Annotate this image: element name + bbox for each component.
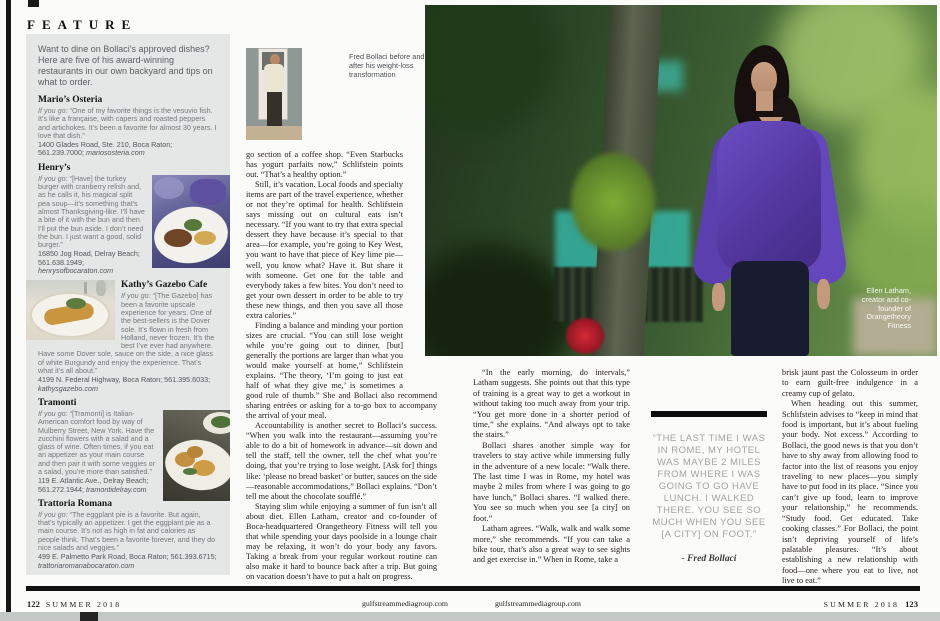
article-paragraph: Bollaci shares another simple way for travelers to stay active while immersing fully in the adventure of a new locale: “Walk there. The last time I was in Rome, my hotel was maybe 2 miles from where I was going to go have lunch,” Bollaci shares. “I walked there. You see so much when you see [a city] on foot.”	[473, 440, 630, 523]
article-paragraph: Still, it’s vacation. Local foods and specialty items are part of the travel experience, whether or not they’re optimal for health. Schlifstein says missing out on cultural eats isn’t necessary. “If you want to try that extra special dessert they have because it’s special to that area—for example, you’re going to Key West, you want to have that piece of Key lime pie—well, you know what? Have it. But share it with someone. Get one for the table and everybody takes a few bites. You don’t need to get your own dessert in order to be able to try these new things, and then you save all those extra calories.”	[246, 180, 403, 320]
restaurant-henrys	[38, 163, 218, 276]
footer-right	[690, 599, 918, 609]
pull-quote-rule	[651, 411, 767, 417]
page-number: 123	[905, 599, 918, 609]
restaurant-website: mariososteria.com	[85, 148, 145, 158]
if-you-go-label: If you go:	[38, 173, 68, 183]
pavement	[246, 126, 302, 140]
footer-left	[27, 599, 125, 609]
article-body	[246, 150, 437, 582]
napkin	[154, 177, 184, 199]
article-paragraph: Staying slim while enjoying a summer of fun isn’t all about diet. Ellen Latham, creator and co-founder of Boca-headquartered Orangetheory Fitness will tell you that while spending your days poolside in a lounge chair may be relaxing, it won’t do your body any favors. Taking a break from your regular workout routine can also make it hard to bounce back after a trip. But going on vacation doesn’t have to put a halt on progress.	[246, 501, 437, 581]
fried-zucchini	[193, 460, 215, 476]
restaurant-address: 16850 Jog Road, Delray Beach; 561.638.1949; henrysofbocaraton.com	[38, 249, 140, 276]
article-column-middle	[246, 48, 437, 582]
page-number: 122	[27, 599, 40, 609]
ellen-latham-photo	[425, 5, 937, 356]
restaurant-sidebar	[26, 34, 230, 575]
pull-quote-text: “THE LAST TIME I WAS IN ROME, MY HOTEL WAS MAYBE 2 MILES FROM WHERE I WAS GOING TO GO HAVE LUNCH. I WALKED THERE. YOU SEE SO MUCH WHEN YOU SEE [A CITY] ON FOOT.”	[652, 433, 766, 540]
restaurant-tramonti	[38, 398, 218, 494]
restaurant-address: 1400 Glades Road, Ste. 210, Boca Raton; 561.239.7000; mariososteria.com	[38, 140, 173, 158]
restaurant-website: henrysofbocaraton.com	[38, 266, 114, 276]
kathys-food-photo	[26, 280, 115, 340]
if-you-go-label: If you go:	[38, 509, 68, 519]
red-flower	[566, 318, 604, 354]
hand	[712, 283, 725, 311]
scan-mark-bottom	[80, 612, 98, 621]
restaurant-address: 499 E. Palmetto Park Road, Boca Raton; 561.393.6715; trattoriaromanabocaraton.com	[38, 552, 217, 570]
article-paragraph: Latham agrees. “Walk, walk and walk some more,” she recommends. “If you can take a bike tour, that’s also a great way to see sights and get exercise in.” When in Rome, take a	[473, 524, 630, 565]
feature-label: FEATURE	[27, 17, 138, 32]
before-after-photo	[246, 48, 341, 140]
salad	[211, 416, 230, 428]
restaurant-quote: If you go: “One of my favorite things is the vesuvio fish. It’s like a française, with capers and roasted peppers and artichokes. It’s been a favorite for almost 30 years. I love that dish.”	[38, 106, 217, 140]
restaurant-website: tramontidelray.com	[85, 484, 147, 494]
article-paragraph: Accountability is another secret to Bollaci’s success. “When you walk into the restaurant—assuming you’re able to do a bit of homework in advance—sit down and tell the staff, tell the owner, tell the chef what you’re doing, that you’re trying to lose weight. [Ask for] things like: ‘please no bread basket’ or butter, sauces on the side—reasonable accommodations,” Bollaci explains. “Don’t tell me about the chocolate soufflé.”	[246, 421, 437, 501]
if-you-go-label: If you go:	[121, 291, 151, 301]
restaurant-quote: If you go: “[Have] the turkey burger with cranberry relish and, as he calls it, his magical split pea soup—it’s something that’s almost Thanksgiving-like. I’ll have a bite of it with the bun and then I’ll put the bun aside. I don’t need the bun. I just want a good, solid burger.”	[38, 173, 145, 250]
article-paragraph: brisk jaunt past the Colosseum in order to earn guilt-free indulgence in a creamy cup of gelato.	[782, 368, 918, 398]
purple-basket	[190, 179, 226, 205]
before-after-caption: Fred Bollaci before and after his weight-loss transformation	[349, 52, 425, 80]
article-paragraph: go section of a coffee shop. “Even Starbucks has yogurt parfaits now,” Schlifstein points out. “That’s a healthy option.”	[246, 150, 403, 180]
scan-edge-left	[6, 0, 11, 612]
restaurant-quote: If you go: “The eggplant pie is a favorite. But again, that’s typically an appetizer. I get the eggplant pie as a main course. It’s not as high in fat and calories as people think. That’s been a favorite forever, and they do nice salads and veggies.”	[38, 509, 216, 553]
footer-left-website: gulfstreammediagroup.com	[362, 599, 448, 608]
photo-caption: Ellen Latham, creator and co-founder of Orangetheory Fitness	[861, 286, 911, 331]
if-you-go-label: If you go:	[38, 408, 68, 418]
greens	[184, 219, 202, 231]
issue-label: SUMMER 2018	[45, 600, 122, 609]
pull-quote	[648, 411, 770, 564]
dark-foliage	[425, 5, 555, 135]
wine-glass	[96, 280, 106, 296]
restaurant-name: Mario’s Osteria	[38, 95, 103, 105]
scan-mark-top	[28, 0, 39, 7]
white-shirt	[264, 64, 284, 93]
if-you-go-label: If you go:	[38, 106, 68, 115]
restaurant-name: Kathy’s Gazebo Cafe	[121, 280, 208, 291]
henrys-food-photo	[152, 175, 230, 268]
restaurant-name: Trattoria Romana	[38, 498, 112, 509]
restaurant-quote: If you go: “[The Gazebo] has been a favorite upscale experience for years. One of the best-sellers is the Dover sole. It’s flown in fresh from Holland, never frozen. It’s the best I’ve ever had anywhere. Have some Dover sole, sauce on the side, a nice glass of white Burgundy and enjoy the experience. That’s what it’s all about.”	[38, 291, 215, 376]
after-photo	[246, 48, 302, 140]
purple-blouse	[717, 121, 821, 271]
footer-rule	[26, 586, 920, 591]
restaurant-address: 4199 N. Federal Highway, Boca Raton; 561.395.6033; kathysgazebo.com	[38, 375, 211, 393]
restaurant-website: trattoriaromanabocaraton.com	[38, 560, 135, 570]
article-paragraph: Finding a balance and minding your portion sizes are crucial. “You can still lose weight while you’re going out to dinner, [but] generally the portions are larger than what you would make yourself at home,” Schlifstein explains. “The theory, ‘I’m going to just eat half of what they give me,’ is sometimes a good rule of thumb.” She and Bollaci also recommend sharing entrées or asking for a to-go box to accompany the arrival of your meal.	[246, 320, 437, 421]
article-paragraph: When heading out this summer, Schlifstein advises to “keep in mind that food is important, but it’s about fueling your body. Not excess.” According to Bollaci, the good news is that you don’t have to shy away from allowing food to factor into the list of reasons you enjoy traveling to new places—you simply have to put food in its place. “Since you can’t give up food, learn to improve your relationship,” he recommends. “Study food. Get educated. Take cooking classes.” For Bollaci, the point isn’t depriving yourself of life’s palatable pleasures. “It’s about establishing a new relationship with food—one where you eat to live, not live to eat.”	[782, 399, 918, 586]
footer-right-website: gulfstreammediagroup.com	[495, 599, 581, 608]
neck	[756, 91, 773, 111]
scan-edge-bottom	[0, 612, 940, 621]
herbs	[183, 468, 197, 475]
hand	[817, 279, 830, 309]
sidebar-intro: Want to dine on Bollaci’s approved dishes? Here are five of his award-winning restaurants in our own backyard and tips on what to order.	[38, 44, 213, 87]
pull-quote-attribution: - Fred Bollaci	[681, 554, 737, 564]
restaurant-address: 119 E. Atlantic Ave., Delray Beach; 561.272.1944; tramontidelray.com	[38, 476, 149, 494]
fries	[194, 231, 216, 245]
restaurant-trattoria	[38, 499, 218, 570]
restaurant-name: Henry’s	[38, 162, 71, 173]
restaurant-website: kathysgazebo.com	[38, 383, 98, 393]
tramonti-food-photo	[163, 410, 230, 501]
fried-zucchini	[187, 446, 203, 458]
issue-label: SUMMER 2018	[823, 600, 900, 609]
restaurant-kathys	[38, 280, 218, 393]
navy-pants	[731, 261, 809, 356]
before-after-row	[246, 48, 437, 140]
restaurant-quote: If you go: “[Tramonti] is Italian-American comfort food by way of Mulberry Street, New York. Have the zucchini flowers with a salad and a glass of wine. Often times, if you eat an appetizer as your main course and then pair it with some veggies or a salad, you’re more than satisfied.”	[38, 408, 156, 476]
restaurant-name: Tramonti	[38, 397, 77, 408]
steak	[164, 229, 192, 247]
restaurant-marios	[38, 95, 218, 158]
fern	[571, 153, 655, 251]
article-paragraph: “In the early morning, do intervals,” Latham suggests. She points out that this type of training is a great way to get a workout in without taking too much away from your trip. “You get more done in a shorter period of time,” she explains. “And always opt to take the stairs.”	[473, 368, 630, 440]
